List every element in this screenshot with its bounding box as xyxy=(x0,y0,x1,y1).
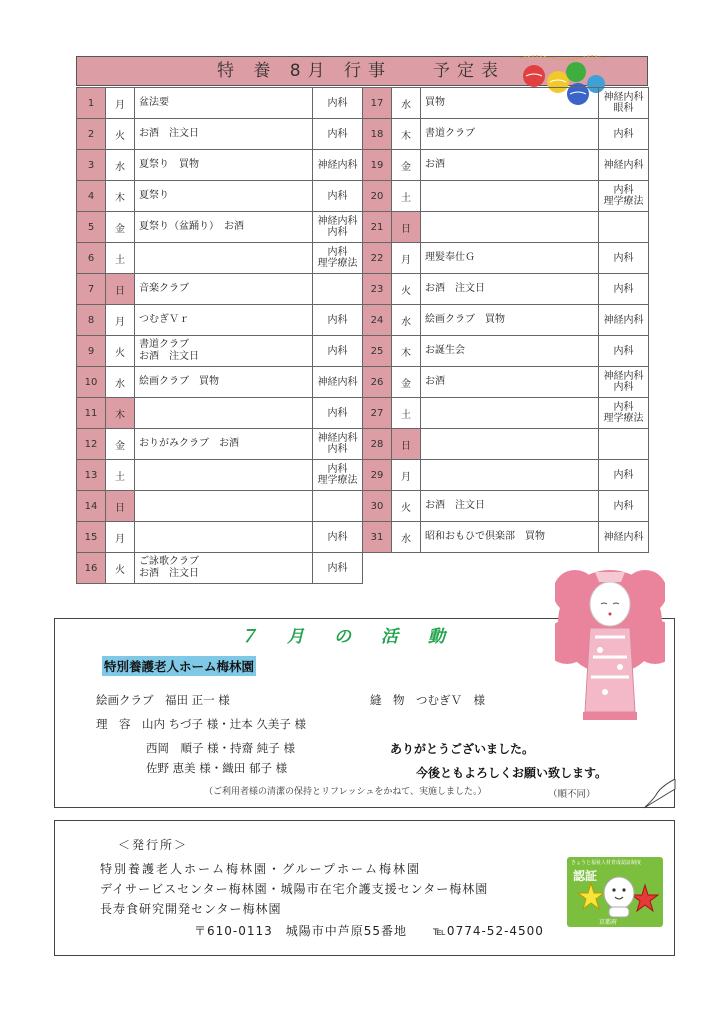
schedule-row xyxy=(363,119,649,150)
day-number: 7 xyxy=(77,274,106,305)
schedule-row xyxy=(363,150,649,181)
weekday: 火 xyxy=(392,491,421,522)
day-number: 8 xyxy=(77,305,106,336)
medical-cell: 内科 xyxy=(599,491,649,522)
facility-name-label: 特別養護老人ホーム梅林園 xyxy=(102,656,256,676)
weekday: 木 xyxy=(106,398,135,429)
weekday: 土 xyxy=(392,398,421,429)
day-number: 10 xyxy=(77,367,106,398)
day-number: 28 xyxy=(363,429,392,460)
weekday: 金 xyxy=(392,150,421,181)
medical-cell: 内科 理学療法 xyxy=(313,243,363,274)
medical-cell xyxy=(313,491,363,522)
weekday: 火 xyxy=(106,336,135,367)
thanks-text: 今後ともよろしくお願い致します。 xyxy=(416,766,608,780)
medical-cell: 神経内科 xyxy=(313,150,363,181)
thanks-text: ありがとうございました。 xyxy=(390,742,535,756)
event-cell: 理髪奉仕Ｇ xyxy=(421,243,599,274)
schedule-row xyxy=(77,305,363,336)
schedule-row xyxy=(77,336,363,367)
day-number: 19 xyxy=(363,150,392,181)
activity-line: 縫 物 つむぎＶ 様 xyxy=(370,693,485,707)
schedule-row xyxy=(363,367,649,398)
day-number: 22 xyxy=(363,243,392,274)
weekday: 土 xyxy=(106,460,135,491)
event-cell: お酒 xyxy=(421,150,599,181)
publisher-address: 〒610-0113 城陽市中芦原55番地 ℡0774-52-4500 xyxy=(194,924,544,938)
schedule-row xyxy=(363,274,649,305)
day-number: 23 xyxy=(363,274,392,305)
medical-cell xyxy=(313,274,363,305)
event-cell: お誕生会 xyxy=(421,336,599,367)
schedule-row xyxy=(363,398,649,429)
certification-badge xyxy=(567,857,663,927)
schedule-table-right xyxy=(362,87,649,553)
schedule-row xyxy=(77,398,363,429)
schedule-row xyxy=(363,429,649,460)
day-number: 20 xyxy=(363,181,392,212)
medical-cell: 神経内科 内科 xyxy=(313,212,363,243)
event-cell xyxy=(135,243,313,274)
medical-cell xyxy=(599,429,649,460)
schedule-row xyxy=(363,491,649,522)
publisher-line: 特別養護老人ホーム梅林園・グループホーム梅林園 xyxy=(100,862,422,876)
medical-cell: 内科 xyxy=(599,460,649,491)
day-number: 30 xyxy=(363,491,392,522)
medical-cell: 内科 理学療法 xyxy=(599,181,649,212)
weekday: 木 xyxy=(106,181,135,212)
schedule-row xyxy=(363,181,649,212)
day-number: 25 xyxy=(363,336,392,367)
day-number: 6 xyxy=(77,243,106,274)
event-cell: お酒 注文日 xyxy=(135,119,313,150)
weekday: 水 xyxy=(392,522,421,553)
schedule-row xyxy=(363,243,649,274)
day-number: 31 xyxy=(363,522,392,553)
event-cell xyxy=(421,429,599,460)
event-cell: ご詠歌クラブ お酒 注文日 xyxy=(135,553,313,584)
day-number: 3 xyxy=(77,150,106,181)
event-cell: おりがみクラブ お酒 xyxy=(135,429,313,460)
event-cell: 買物 xyxy=(421,88,599,119)
publisher-line: デイサービスセンター梅林園・城陽市在宅介護支援センター梅林園 xyxy=(100,882,489,896)
schedule-row xyxy=(363,460,649,491)
event-cell: 夏祭り（盆踊り） お酒 xyxy=(135,212,313,243)
badge-issuer: 京都府 xyxy=(599,919,618,926)
page-curl-icon xyxy=(642,779,676,809)
day-number: 17 xyxy=(363,88,392,119)
day-number: 11 xyxy=(77,398,106,429)
schedule-row xyxy=(77,150,363,181)
event-cell: 書道クラブ お酒 注文日 xyxy=(135,336,313,367)
weekday: 水 xyxy=(106,367,135,398)
activity-line: 西岡 順子 様・持齋 純子 様 xyxy=(146,741,295,755)
medical-cell: 内科 xyxy=(599,274,649,305)
day-number: 18 xyxy=(363,119,392,150)
medical-cell: 神経内科 内科 xyxy=(599,367,649,398)
event-cell: 絵画クラブ 買物 xyxy=(421,305,599,336)
schedule-row xyxy=(77,367,363,398)
event-cell: 盆法要 xyxy=(135,88,313,119)
activity-line: 理 容 山内 ちづ子 様・辻本 久美子 様 xyxy=(96,717,307,731)
schedule-row xyxy=(77,88,363,119)
weekday: 火 xyxy=(392,274,421,305)
weekday: 月 xyxy=(106,88,135,119)
medical-cell: 内科 xyxy=(599,336,649,367)
medical-cell: 内科 xyxy=(313,181,363,212)
activities-title: ７月の活動 xyxy=(240,627,475,647)
event-cell: お酒 xyxy=(421,367,599,398)
schedule-row xyxy=(363,522,649,553)
day-number: 14 xyxy=(77,491,106,522)
day-number: 24 xyxy=(363,305,392,336)
event-cell: 書道クラブ xyxy=(421,119,599,150)
schedule-row xyxy=(77,429,363,460)
day-number: 21 xyxy=(363,212,392,243)
medical-cell: 内科 xyxy=(599,243,649,274)
event-cell xyxy=(135,522,313,553)
schedule-row xyxy=(363,305,649,336)
day-number: 27 xyxy=(363,398,392,429)
medical-cell: 内科 xyxy=(313,336,363,367)
weekday: 金 xyxy=(106,212,135,243)
day-number: 15 xyxy=(77,522,106,553)
event-cell xyxy=(421,212,599,243)
event-cell xyxy=(421,460,599,491)
day-number: 1 xyxy=(77,88,106,119)
schedule-row xyxy=(363,88,649,119)
weekday: 日 xyxy=(392,212,421,243)
weekday: 火 xyxy=(106,119,135,150)
medical-cell: 内科 xyxy=(313,305,363,336)
schedule-row xyxy=(77,212,363,243)
day-number: 5 xyxy=(77,212,106,243)
event-cell: 昭和おもひで倶楽部 買物 xyxy=(421,522,599,553)
medical-cell: 神経内科 内科 xyxy=(313,429,363,460)
publisher-label: ＜発行所＞ xyxy=(118,838,189,852)
schedule-row xyxy=(77,274,363,305)
medical-cell: 神経内科 眼科 xyxy=(599,88,649,119)
medical-cell: 内科 xyxy=(313,553,363,584)
schedule-row xyxy=(77,119,363,150)
schedule-row xyxy=(77,243,363,274)
schedule-row xyxy=(77,553,363,584)
event-cell: つむぎＶｒ xyxy=(135,305,313,336)
schedule-table-left xyxy=(76,87,363,584)
kokeshi-doll-icon xyxy=(555,562,665,732)
weekday: 木 xyxy=(392,336,421,367)
event-cell: お酒 注文日 xyxy=(421,274,599,305)
activity-line: 佐野 恵美 様・織田 郁子 様 xyxy=(146,761,288,775)
weekday: 月 xyxy=(106,305,135,336)
schedule-row xyxy=(363,336,649,367)
medical-cell: 神経内科 xyxy=(599,305,649,336)
event-cell: 音楽クラブ xyxy=(135,274,313,305)
medical-cell: 内科 xyxy=(599,119,649,150)
event-cell xyxy=(135,491,313,522)
schedule-row xyxy=(77,460,363,491)
badge-caption: きょうと福祉人材育成認証制度 xyxy=(571,860,642,866)
medical-cell: 神経内科 xyxy=(599,150,649,181)
medical-cell: 神経内科 xyxy=(599,522,649,553)
medical-cell: 内科 xyxy=(313,88,363,119)
medical-cell: 神経内科 xyxy=(313,367,363,398)
badge-title: 認証 xyxy=(573,869,598,883)
weekday: 水 xyxy=(392,305,421,336)
activity-line: 絵画クラブ 福田 正一 様 xyxy=(96,693,230,707)
schedule-row xyxy=(363,212,649,243)
day-number: 12 xyxy=(77,429,106,460)
weekday: 土 xyxy=(392,181,421,212)
order-note: （順不同） xyxy=(548,789,596,800)
event-cell xyxy=(421,398,599,429)
weekday: 日 xyxy=(106,274,135,305)
schedule-subtitle: 予定表 xyxy=(433,61,505,81)
event-cell: お酒 注文日 xyxy=(421,491,599,522)
weekday: 木 xyxy=(392,119,421,150)
schedule-row xyxy=(77,522,363,553)
medical-cell: 内科 xyxy=(313,398,363,429)
event-cell: 絵画クラブ 買物 xyxy=(135,367,313,398)
medical-cell: 内科 理学療法 xyxy=(599,398,649,429)
schedule-row xyxy=(77,181,363,212)
day-number: 2 xyxy=(77,119,106,150)
medical-cell: 内科 理学療法 xyxy=(313,460,363,491)
weekday: 月 xyxy=(392,243,421,274)
publisher-line: 長寿食研究開発センター梅林園 xyxy=(100,902,282,916)
weekday: 水 xyxy=(106,150,135,181)
mascot-icon xyxy=(575,875,659,919)
day-number: 13 xyxy=(77,460,106,491)
weekday: 金 xyxy=(392,367,421,398)
day-number: 16 xyxy=(77,553,106,584)
day-number: 9 xyxy=(77,336,106,367)
weekday: 火 xyxy=(106,553,135,584)
weekday: 月 xyxy=(392,460,421,491)
day-number: 4 xyxy=(77,181,106,212)
schedule-title: 特 養 8月 行事 xyxy=(217,61,393,81)
event-cell: 夏祭り 買物 xyxy=(135,150,313,181)
schedule-row xyxy=(77,491,363,522)
medical-cell: 内科 xyxy=(313,119,363,150)
activity-note: （ご利用者様の清潔の保持とリフレッシュをかねて、実施しました。） xyxy=(204,787,487,797)
weekday: 日 xyxy=(106,491,135,522)
event-cell xyxy=(135,398,313,429)
weekday: 水 xyxy=(392,88,421,119)
weekday: 日 xyxy=(392,429,421,460)
weekday: 土 xyxy=(106,243,135,274)
day-number: 26 xyxy=(363,367,392,398)
medical-cell: 内科 xyxy=(313,522,363,553)
weekday: 金 xyxy=(106,429,135,460)
event-cell xyxy=(421,181,599,212)
medical-cell xyxy=(599,212,649,243)
day-number: 29 xyxy=(363,460,392,491)
weekday: 月 xyxy=(106,522,135,553)
event-cell: 夏祭り xyxy=(135,181,313,212)
event-cell xyxy=(135,460,313,491)
